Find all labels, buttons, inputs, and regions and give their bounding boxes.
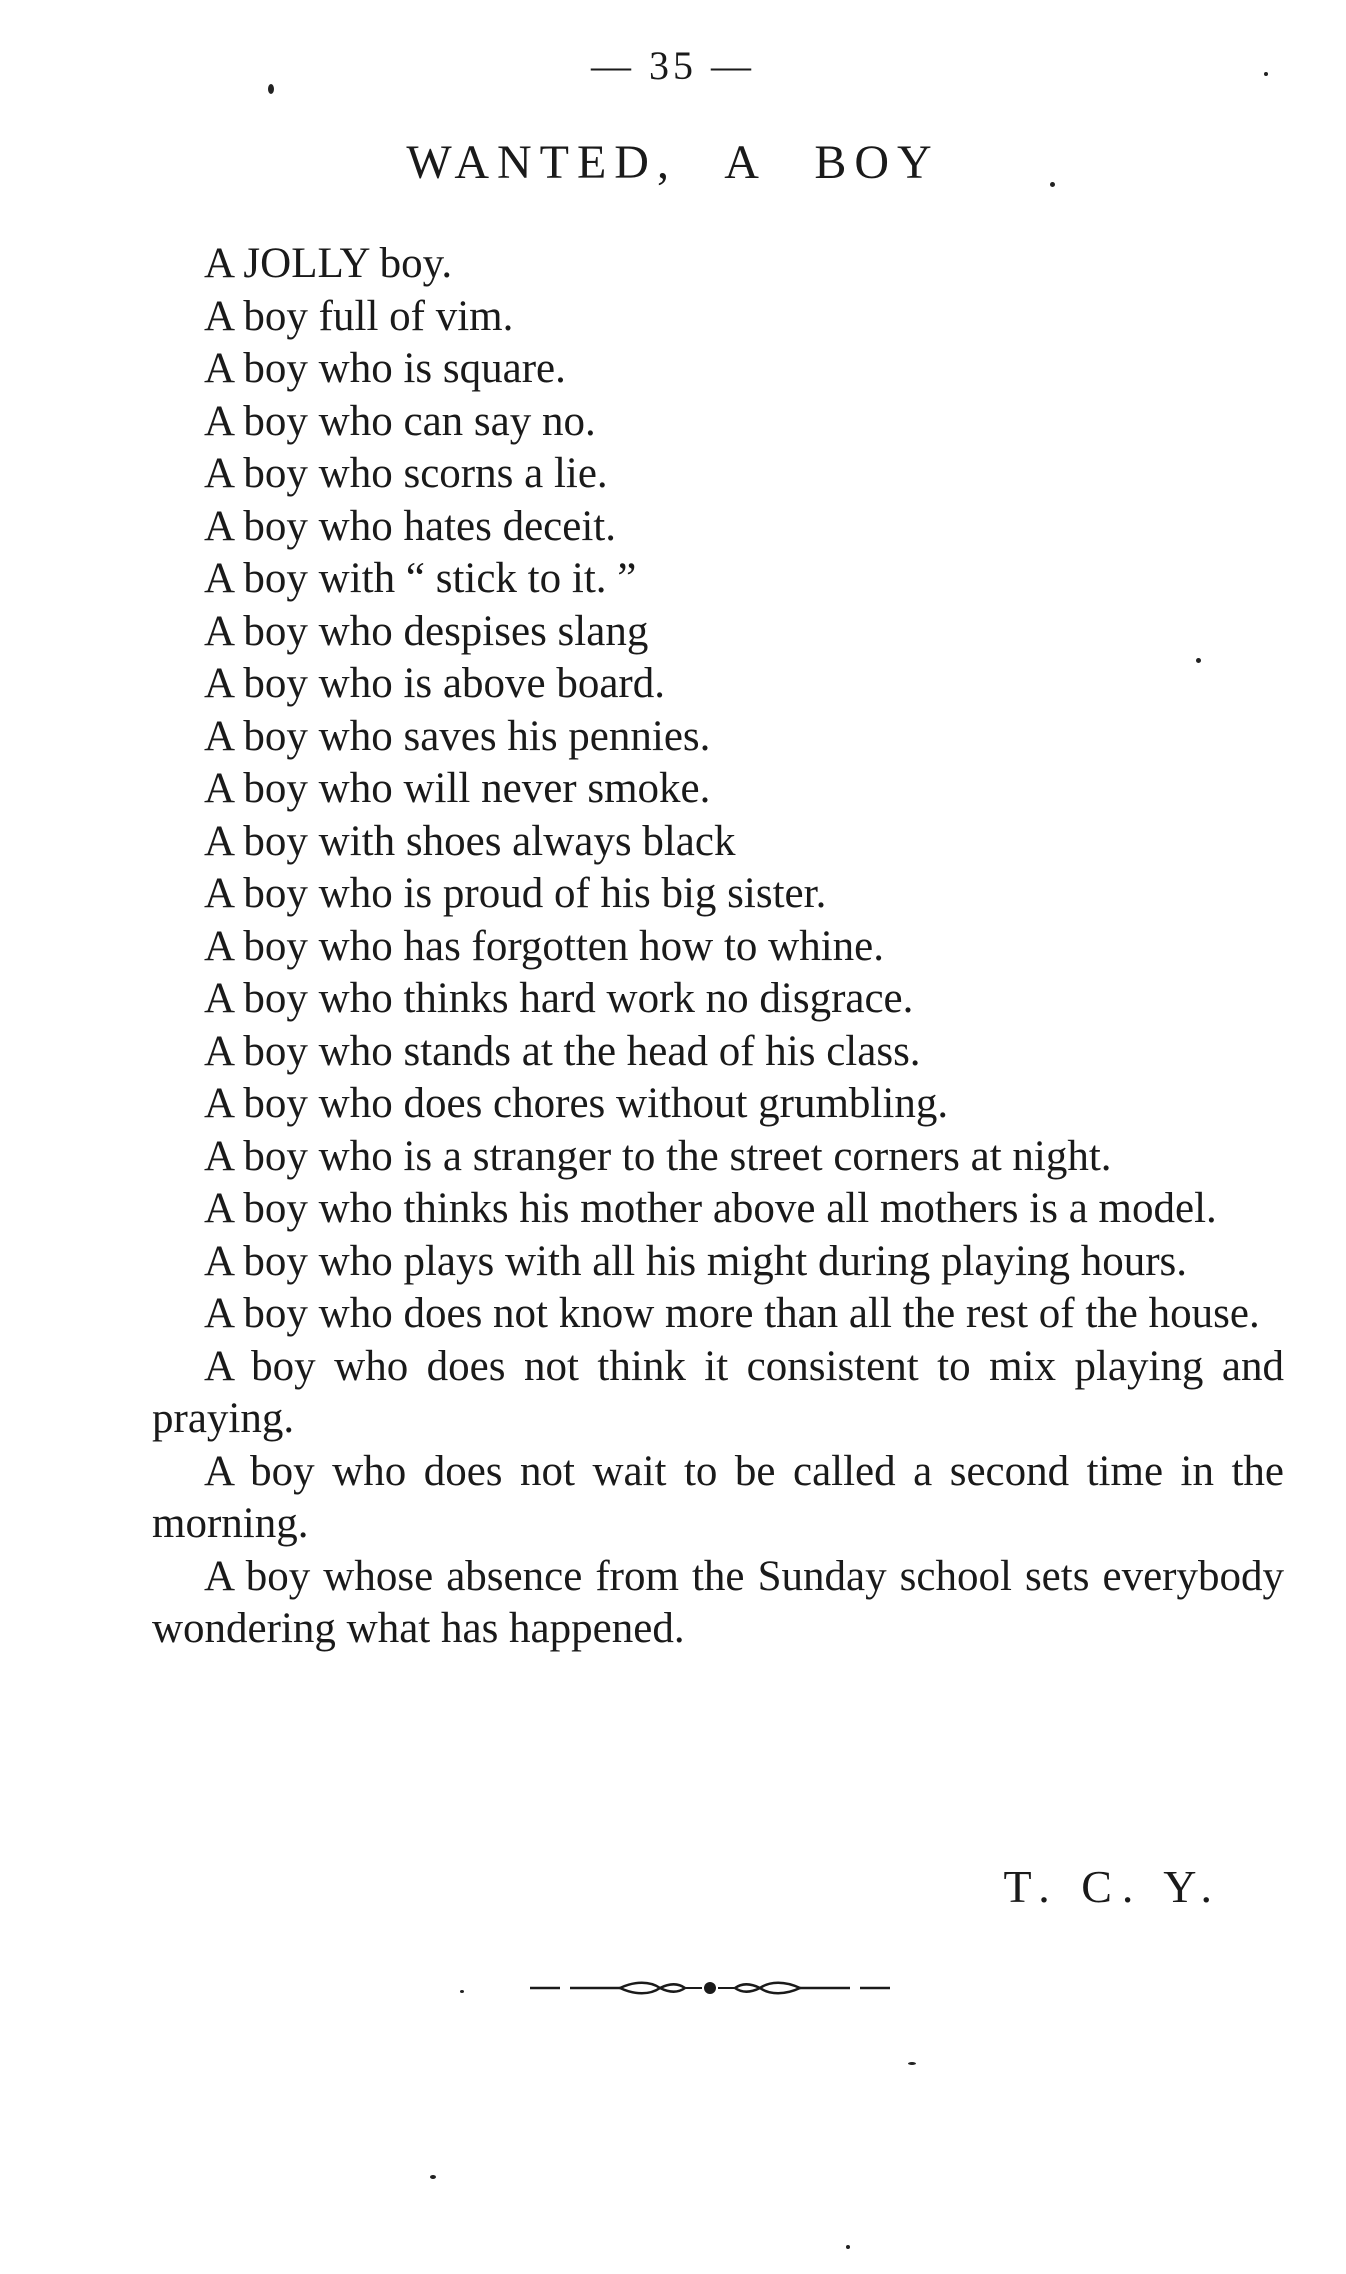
poem-line: A boy who stands at the head of his class. bbox=[204, 1027, 921, 1075]
print-speck bbox=[1050, 182, 1055, 187]
poem-line: A boy who is square. bbox=[204, 345, 566, 392]
poem-line: A JOLLY boy. bbox=[204, 240, 453, 287]
poem-paragraph: A boy who does not wait to be called a second time in the morning. bbox=[152, 1447, 1284, 1547]
poem-line: A boy who is proud of his big sister. bbox=[204, 870, 827, 917]
poem-line: A boy who hates deceit. bbox=[204, 502, 616, 550]
poem-line: A boy who is above board. bbox=[204, 660, 665, 707]
poem-line: A boy who can say no. bbox=[204, 397, 596, 445]
poem-body bbox=[152, 238, 1284, 1656]
poem-paragraph: A boy whose absence from the Sunday school sets everybody wondering what has happened. bbox=[152, 1552, 1284, 1652]
print-speck bbox=[268, 84, 274, 94]
poem-paragraph: A boy who thinks his mother above all mothers is a model. bbox=[204, 1185, 1217, 1232]
print-speck bbox=[430, 2175, 436, 2179]
poem-paragraph: A boy who does not know more than all the rest of the house. bbox=[204, 1290, 1260, 1337]
poem-line: A boy with “ stick to it. ” bbox=[204, 555, 637, 602]
poem-line: A boy who thinks hard work no disgrace. bbox=[204, 975, 914, 1022]
page-number: — 35 — bbox=[591, 43, 755, 88]
poem-paragraph: A boy who does not think it consistent to mix playing and praying. bbox=[152, 1342, 1284, 1442]
print-speck bbox=[846, 2245, 850, 2249]
print-speck bbox=[908, 2062, 916, 2065]
poem-line: A boy who saves his pennies. bbox=[204, 712, 711, 760]
ornament-divider-icon bbox=[510, 1975, 910, 2001]
poem-paragraph: A boy who plays with all his might during playing hours. bbox=[204, 1237, 1187, 1285]
poem-line: A boy who has forgotten how to whine. bbox=[204, 922, 884, 970]
print-speck bbox=[1196, 658, 1201, 663]
poem-line: A boy who does chores without grumbling. bbox=[204, 1080, 949, 1127]
poem-line: A boy who despises slang bbox=[204, 607, 649, 655]
print-speck bbox=[460, 1990, 464, 1993]
poem-line: A boy with shoes always black bbox=[204, 817, 736, 865]
print-speck bbox=[1264, 72, 1268, 76]
poem-paragraph: A boy who is a stranger to the street corners at night. bbox=[204, 1132, 1112, 1180]
poem-line: A boy who scorns a lie. bbox=[204, 450, 608, 497]
author-initials: T. C. Y. bbox=[1003, 1861, 1222, 1912]
poem-title: WANTED, A BOY bbox=[406, 136, 940, 189]
poem-line: A boy who will never smoke. bbox=[204, 765, 711, 812]
poem-line: A boy full of vim. bbox=[204, 292, 514, 340]
